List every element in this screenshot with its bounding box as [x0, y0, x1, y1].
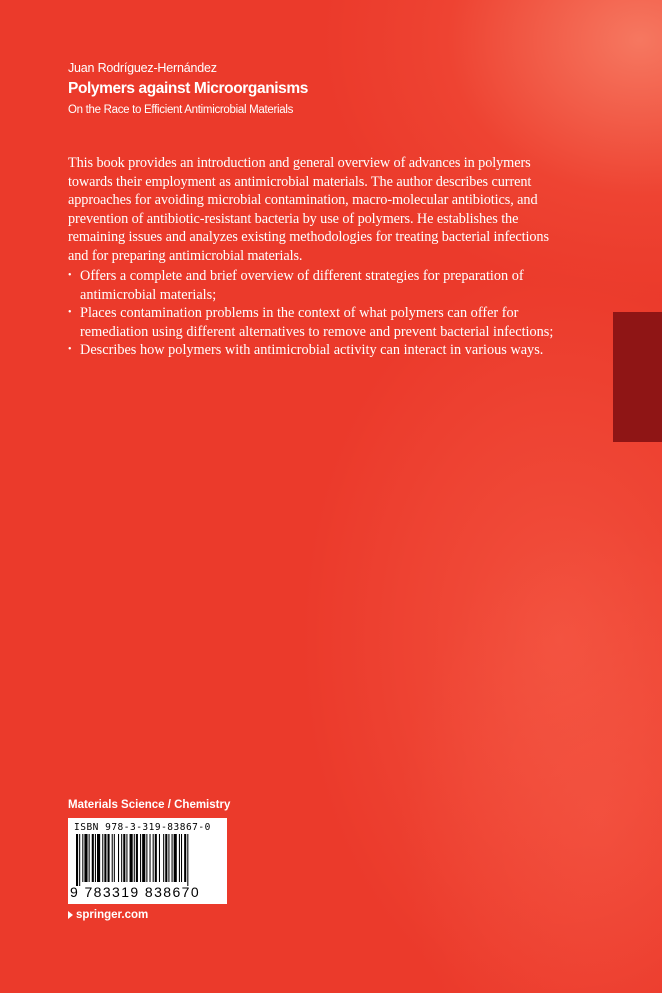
feature-item: • Describes how polymers with antimicrobial activity can interact in various ways.: [68, 341, 558, 360]
feature-item: • Offers a complete and brief overview of different strategies for preparation of antimicrobial materials;: [68, 267, 558, 304]
barcode-bars: [76, 834, 219, 886]
feature-list: [68, 267, 558, 360]
feature-item: • Places contamination problems in the context of what polymers can offer for remediation using different alternatives to remove and prevent bacterial infections;: [68, 304, 558, 341]
book-title: Polymers against Microorganisms: [68, 80, 308, 97]
arrow-right-icon: [68, 911, 73, 919]
barcode-digits: 9 783319 838670: [70, 884, 200, 900]
publisher-link[interactable]: [68, 909, 148, 921]
isbn-label: ISBN 978-3-319-83867-0: [74, 822, 211, 833]
isbn-barcode: [68, 818, 227, 904]
publisher-link-label: springer.com: [76, 909, 149, 921]
side-color-tab: [613, 312, 662, 442]
book-subtitle: On the Race to Efficient Antimicrobial Materials: [68, 104, 294, 116]
author-name: Juan Rodríguez-Hernández: [68, 61, 217, 75]
subject-category: Materials Science / Chemistry: [68, 799, 231, 811]
book-description: This book provides an introduction and general overview of advances in polymers towards their employment as antimicrobial materials. The author describes current approaches for avoiding microbial contamination, macro-molecular antibiotics, and prevention of antibiotic-resistant bacteria by use of polymers. He establishes the remaining issues and analyzes existing methodologies for treating bacterial infections and for preparing antimicrobial materials.: [68, 155, 549, 264]
